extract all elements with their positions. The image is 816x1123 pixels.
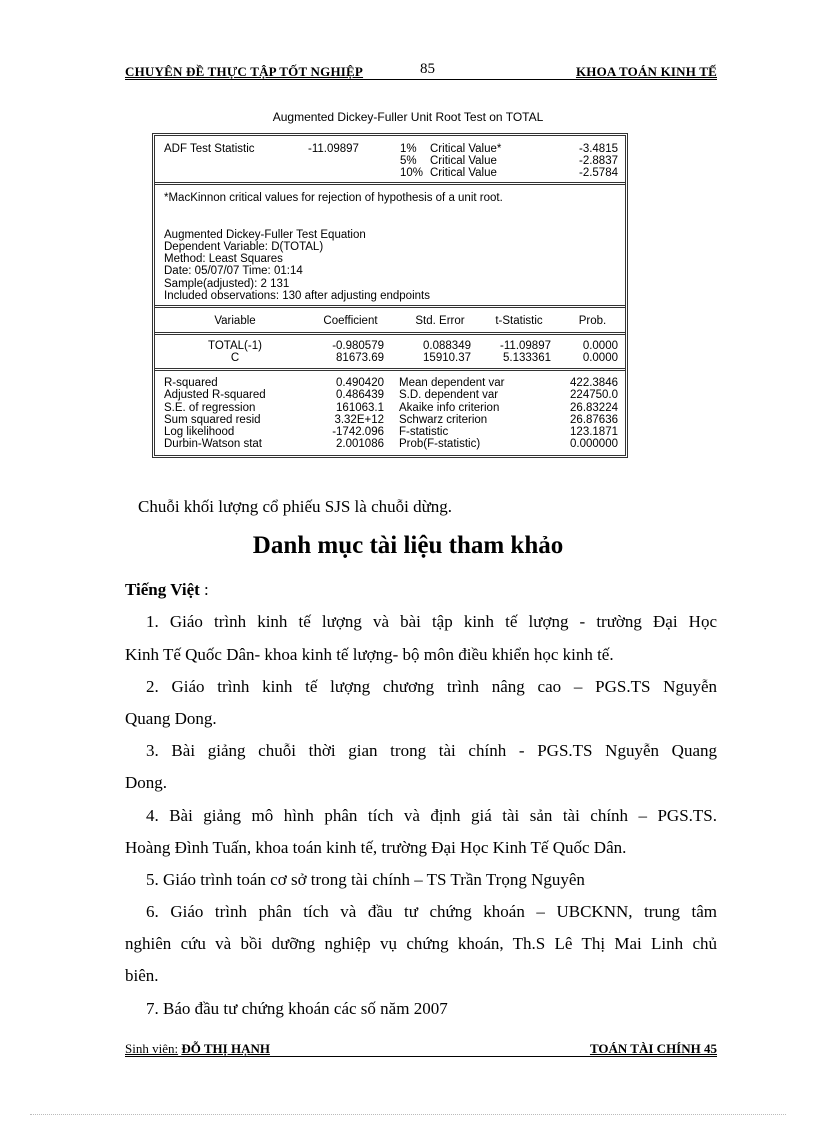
footer-left — [125, 1041, 270, 1057]
separator — [155, 182, 625, 185]
table-cell: C — [230, 352, 240, 364]
crit-label-10: Critical Value — [430, 167, 497, 179]
stat-value: 0.486439 — [336, 389, 384, 401]
reference-item: 1. Giáo trình kinh tế lượng và bài tập kinh tế lượng - trường Đại Học — [146, 612, 717, 631]
stat-value: 0.490420 — [336, 377, 384, 389]
stat-value: 224750.0 — [570, 389, 618, 401]
stat-value: 0.000000 — [570, 438, 618, 450]
equation-line: Augmented Dickey-Fuller Test Equation — [164, 229, 366, 241]
table-cell: 0.088349 — [423, 340, 471, 352]
header-left: CHUYÊN ĐỀ THỰC TẬP TỐT NGHIỆP — [125, 64, 364, 79]
stat-value: -1742.096 — [332, 426, 384, 438]
page-heading: Danh mục tài liệu tham khảo — [252, 532, 564, 559]
page-edge-dots — [30, 1114, 786, 1115]
reference-item-cont: Quang Dong. — [125, 709, 217, 728]
footer-student-name: ĐỖ THỊ HẠNH — [181, 1041, 270, 1056]
footer-label: Sinh viên: — [125, 1041, 179, 1056]
crit-value-1: -3.4815 — [578, 143, 618, 155]
page-number: 85 — [420, 61, 435, 77]
mackinnon-note: *MacKinnon critical values for rejection of hypothesis of a unit root. — [164, 192, 503, 204]
stat-value: 26.83224 — [570, 402, 618, 414]
separator — [155, 368, 625, 371]
separator — [155, 332, 625, 335]
stat-label: Sum squared resid — [164, 414, 261, 426]
crit-pct-1: 1% — [400, 143, 417, 155]
reference-item-cont: Hoàng Đình Tuấn, khoa toán kinh tế, trường Đại Học Kinh Tế Quốc Dân. — [125, 838, 627, 857]
table-cell: 5.133361 — [503, 352, 551, 364]
stat-value: 26.87636 — [570, 414, 618, 426]
crit-value-10: -2.5784 — [578, 167, 618, 179]
stat-value: 123.1871 — [570, 426, 618, 438]
separator — [155, 305, 625, 308]
column-header: Prob. — [578, 315, 607, 327]
stat-label: S.D. dependent var — [399, 389, 499, 401]
column-header: Coefficient — [323, 315, 378, 327]
conclusion-text: Chuỗi khối lượng cổ phiếu SJS là chuỗi dừng. — [138, 497, 453, 516]
stat-label: R-squared — [164, 377, 218, 389]
footer-rule — [125, 1056, 717, 1057]
stat-label: Durbin-Watson stat — [164, 438, 262, 450]
column-header: Std. Error — [415, 315, 465, 327]
table-cell: -0.980579 — [332, 340, 384, 352]
reference-item: 2. Giáo trình kinh tế lượng chương trình nâng cao – PGS.TS Nguyễn — [146, 677, 717, 696]
stat-label: Adjusted R-squared — [164, 389, 266, 401]
reference-item-cont: Dong. — [125, 773, 168, 792]
crit-pct-5: 5% — [400, 155, 417, 167]
equation-line: Sample(adjusted): 2 131 — [164, 278, 290, 290]
table-cell: 15910.37 — [423, 352, 471, 364]
stat-label: Prob(F-statistic) — [399, 438, 481, 450]
section-label — [125, 580, 209, 600]
header-rule — [125, 79, 717, 80]
crit-pct-10: 10% — [400, 167, 424, 179]
table-cell: 0.0000 — [582, 352, 618, 364]
reference-item-cont: biên. — [125, 966, 159, 985]
crit-label-5: Critical Value — [430, 155, 497, 167]
column-header: Variable — [214, 315, 256, 327]
equation-line: Dependent Variable: D(TOTAL) — [164, 241, 324, 253]
section-label-suffix: : — [199, 580, 209, 599]
section-label-text: Tiếng Việt — [125, 580, 200, 599]
equation-line: Date: 05/07/07 Time: 01:14 — [164, 265, 303, 277]
equation-line: Included observations: 130 after adjusting endpoints — [164, 290, 430, 302]
equation-line: Method: Least Squares — [164, 253, 283, 265]
crit-value-5: -2.8837 — [578, 155, 618, 167]
footer-right: TOÁN TÀI CHÍNH 45 — [589, 1041, 717, 1056]
crit-label-1: Critical Value* — [430, 143, 502, 155]
stat-value: 2.001086 — [336, 438, 384, 450]
reference-item-cont: nghiên cứu và bồi dưỡng nghiệp vụ chứng khoán, Th.S Lê Thị Mai Linh chủ — [125, 934, 717, 953]
column-header: t-Statistic — [495, 315, 543, 327]
adf-label: ADF Test Statistic — [164, 143, 255, 155]
stat-label: Akaike info criterion — [399, 402, 500, 414]
table-cell: 81673.69 — [336, 352, 384, 364]
stat-label: Log likelihood — [164, 426, 235, 438]
reference-item: 5. Giáo trình toán cơ sở trong tài chính – TS Trần Trọng Nguyên — [146, 870, 585, 889]
table-cell: TOTAL(-1) — [208, 340, 262, 352]
stat-label: Mean dependent var — [399, 377, 505, 389]
figure-title: Augmented Dickey-Fuller Unit Root Test on TOTAL — [272, 110, 544, 124]
stat-value: 3.32E+12 — [334, 414, 384, 426]
stat-value: 161063.1 — [336, 402, 384, 414]
reference-item: 7. Báo đầu tư chứng khoán các số năm 2007 — [146, 999, 448, 1018]
table-cell: 0.0000 — [582, 340, 618, 352]
reference-item: 3. Bài giảng chuỗi thời gian trong tài chính - PGS.TS Nguyễn Quang — [146, 741, 717, 760]
table-cell: -11.09897 — [500, 340, 551, 352]
reference-item: 4. Bài giảng mô hình phân tích và định giá tài sản tài chính – PGS.TS. — [146, 806, 717, 825]
stat-label: Schwarz criterion — [399, 414, 488, 426]
reference-item-cont: Kinh Tế Quốc Dân- khoa kinh tế lượng- bộ môn điều khiển học kinh tế. — [125, 645, 614, 664]
stat-label: S.E. of regression — [164, 402, 256, 414]
stat-label: F-statistic — [399, 426, 449, 438]
header-right: KHOA TOÁN KINH TẾ — [575, 64, 717, 79]
adf-value: -11.09897 — [308, 143, 359, 155]
reference-item: 6. Giáo trình phân tích và đầu tư chứng khoán – UBCKNN, trung tâm — [146, 902, 717, 921]
stat-value: 422.3846 — [570, 377, 618, 389]
